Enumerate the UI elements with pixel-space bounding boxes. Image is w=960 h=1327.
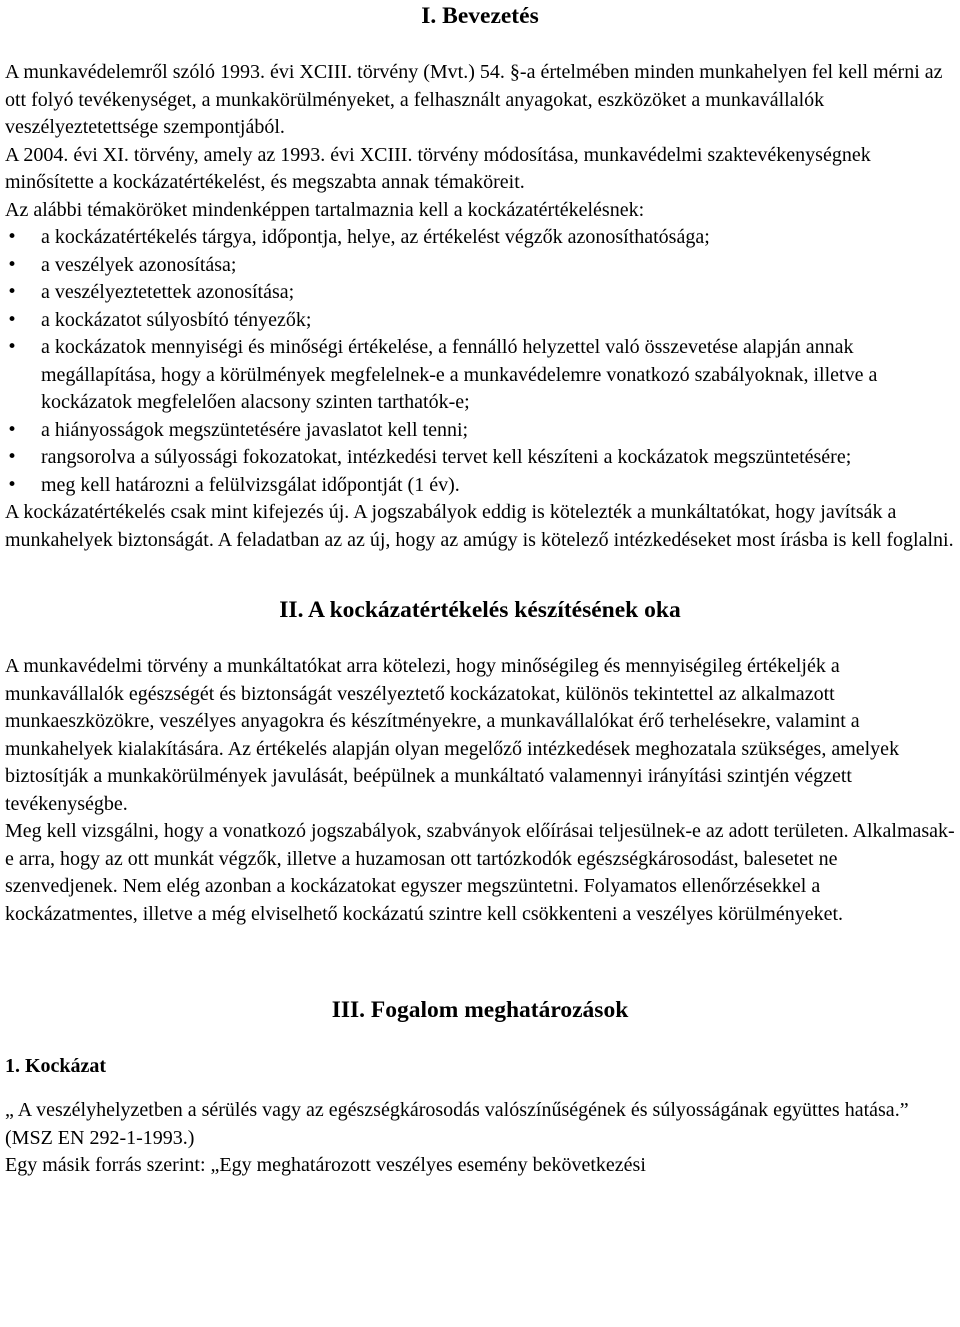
section-title-reason: II. A kockázatértékelés készítésének oka — [279, 597, 681, 623]
intro-closing-paragraph: A kockázatértékelés csak mint kifejezés új. A jogszabályok eddig is kötelezték a munkáltatókat, hogy javítsák a munkahelyek biztonságát. A feladatban az az új, hogy az amúgy is kötelező intézkedéseket most írásba is kell foglalni. — [5, 501, 954, 551]
list-item: • a kockázatok mennyiségi és minőségi értékelése, a fennálló helyzettel való összevetése alapján annak megállapítása, hogy a körülmények megfelelnek-e a munkavédelemre vonatkozó szabályoknak, illetve a kockázatok megfelelően alacsony szinten tarthatók-e; — [5, 334, 955, 417]
intro-paragraph-2: A 2004. évi XI. törvény, amely az 1993. évi XCIII. törvény módosítása, munkavédelmi szaktevékenységnek minősítette a kockázatértékelést, és megszabta annak témaköreit. — [5, 143, 871, 193]
intro-paragraph-3: Az alábbi témaköröket mindenképpen tartalmaznia kell a kockázatértékelésnek: — [5, 198, 645, 221]
reason-paragraph-2: Meg kell vizsgálni, hogy a vonatkozó jogszabályok, szabványok előírásai teljesülnek-e az adott területen. Alkalmasak-e arra, hogy az ott munkát végzők, illetve a huzamosan ott tartózkodók egészségkárosodást, balesetet ne szenvedjenek. Nem elég azonban a kockázatokat egyszer megszüntetni. Folyamatos ellenőrzésekkel a kockázatmentes, illetve a még elviselhető kockázatú szintre kell csökkenteni a veszélyes körülményeket. — [5, 820, 955, 925]
list-item: • rangsorolva a súlyossági fokozatokat, intézkedési tervet kell készíteni a kockázatok megszüntetésére; — [5, 444, 955, 472]
definition-paragraph-1: „ A veszélyhelyzetben a sérülés vagy az egészségkárosodás valószínűségének és súlyosságának együttes hatása.” (MSZ EN 292-1-1993.) — [5, 1099, 909, 1149]
list-item: • a veszélyek azonosítása; — [5, 252, 955, 280]
list-item: • a veszélyeztetettek azonosítása; — [5, 279, 955, 307]
risk-assessment-topics-list — [5, 224, 955, 499]
list-item: • meg kell határozni a felülvizsgálat időpontját (1 év). — [5, 472, 955, 500]
reason-paragraph-1: A munkavédelmi törvény a munkáltatókat arra kötelezi, hogy minőségileg és mennyiségileg értékeljék a munkavállalók egészségét és biztonságát veszélyeztető kockázatokat, különös tekintettel az alkalmazott munkaeszközökre, veszélyes anyagokra és készítményekre, a munkavállalókat érő terhelésekre, valamint a munkahelyek kialakítására. Az értékelés alapján olyan megelőző intézkedések meghozatala szükséges, amelyek biztosítják a munkakörülmények javulását, beépülnek a munkáltató valamennyi irányítási szintjén végzett tevékenységbe. — [5, 655, 900, 815]
document-page — [5, 0, 955, 1180]
list-item: • a kockázatot súlyosbító tényezők; — [5, 307, 955, 335]
list-item: • a hiányosságok megszüntetésére javaslatot kell tenni; — [5, 417, 955, 445]
definition-paragraph-2: Egy másik forrás szerint: „Egy meghatározott veszélyes esemény bekövetkezési — [5, 1154, 646, 1176]
list-item: • a kockázatértékelés tárgya, időpontja, helye, az értékelést végzők azonosíthatósága; — [5, 224, 955, 252]
section-title-definitions: III. Fogalom meghatározások — [331, 997, 629, 1023]
section-title-introduction: I. Bevezetés — [421, 3, 539, 29]
subheading-risk: 1. Kockázat — [5, 1055, 107, 1077]
intro-paragraph-1: A munkavédelemről szóló 1993. évi XCIII. törvény (Mvt.) 54. §-a értelmében minden munkahelyen fel kell mérni az ott folyó tevékenységet, a munkakörülményeket, a felhasznált anyagokat, eszközöket a munkavállalók veszélyeztetettsége szempontjából. — [5, 61, 943, 138]
